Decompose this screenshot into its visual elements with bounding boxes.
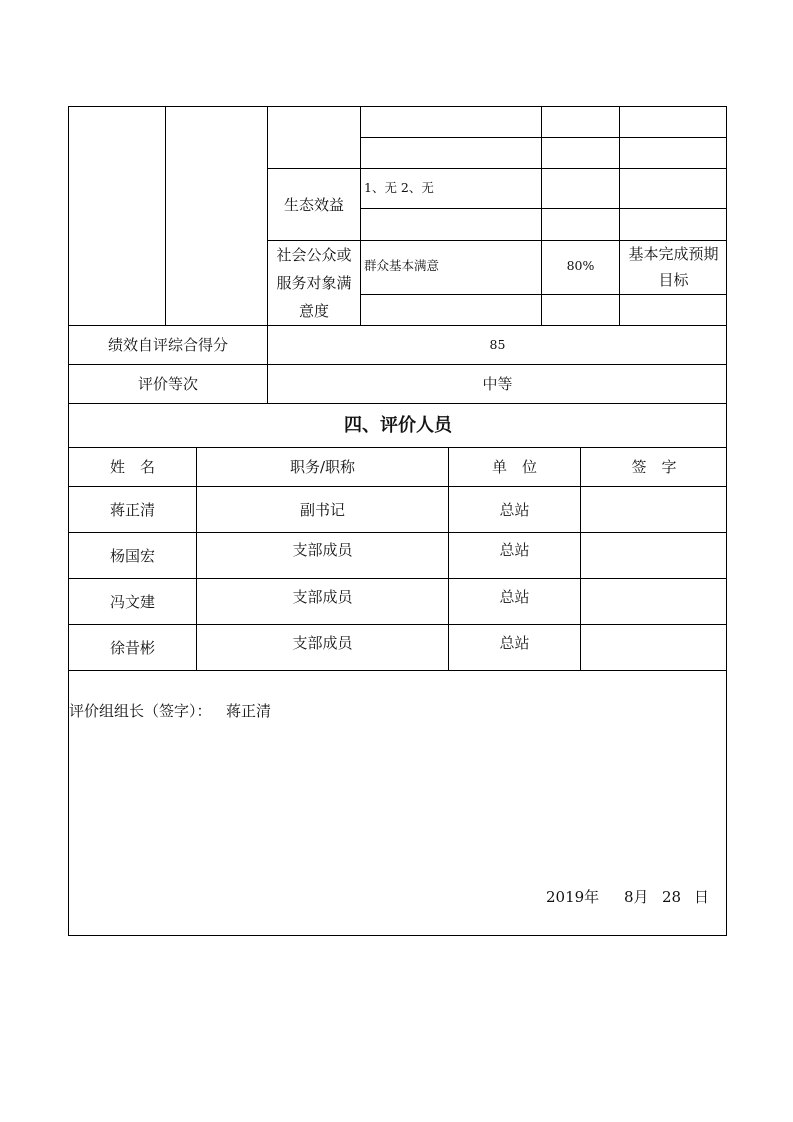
score-label: 绩效自评综合得分 — [107, 336, 228, 354]
person-name: 杨国宏 — [109, 546, 155, 565]
leader-name: 蒋正清 — [226, 702, 272, 720]
person-unit: 总站 — [499, 633, 530, 652]
grid-line — [360, 294, 727, 295]
person-name: 蒋正清 — [109, 500, 155, 519]
grid-line — [360, 208, 727, 209]
person-title: 支部成员 — [292, 540, 353, 559]
satisfaction-label-line3: 意度 — [298, 302, 329, 320]
leader-signature-label: 评价组组长（签字）： — [69, 702, 212, 720]
section-title: 四、评价人员 — [344, 414, 452, 436]
grid-line — [68, 670, 727, 671]
satisfaction-value: 80% — [566, 258, 595, 273]
grid-line — [165, 106, 166, 325]
satisfaction-label-line2: 服务对象满 — [276, 274, 352, 292]
person-title: 支部成员 — [292, 587, 353, 606]
satisfaction-assessment-line1: 基本完成预期 — [628, 245, 719, 263]
grade-value: 中等 — [482, 375, 513, 393]
header-title: 职务/职称 — [289, 458, 356, 476]
person-signature — [581, 579, 727, 624]
grid-line — [541, 106, 542, 325]
person-name: 徐昔彬 — [109, 638, 155, 657]
header-signature: 签 字 — [631, 458, 677, 476]
satisfaction-content: 群众基本满意 — [364, 258, 440, 273]
grid-line — [267, 240, 727, 241]
person-unit: 总站 — [499, 500, 530, 519]
person-signature — [581, 625, 727, 670]
grid-line — [360, 137, 727, 138]
person-name: 冯文建 — [109, 592, 155, 611]
score-value: 85 — [489, 337, 506, 352]
satisfaction-assessment-line2: 目标 — [658, 271, 689, 289]
person-title: 支部成员 — [292, 633, 353, 652]
eco-benefit-content: 1、无 2、无 — [364, 180, 434, 195]
grade-label: 评价等次 — [137, 375, 198, 393]
eco-benefit-label: 生态效益 — [283, 195, 344, 214]
date-day: 28 — [662, 888, 682, 906]
date-month: 8月 — [624, 888, 649, 906]
satisfaction-label-line1: 社会公众或 — [276, 246, 352, 264]
person-unit: 总站 — [499, 587, 530, 606]
date-day-suffix: 日 — [694, 888, 710, 906]
person-signature — [581, 533, 727, 578]
person-title: 副书记 — [299, 500, 345, 519]
grid-line — [619, 106, 620, 325]
grid-line — [360, 106, 361, 325]
person-signature — [581, 487, 727, 532]
header-name: 姓 名 — [109, 458, 155, 476]
header-unit: 单 位 — [491, 458, 537, 476]
person-unit: 总站 — [499, 540, 530, 559]
date-year: 2019年 — [546, 888, 600, 906]
